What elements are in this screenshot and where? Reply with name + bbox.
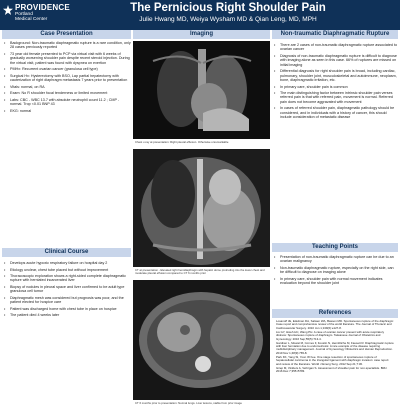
ct-coronal-caption: CT at presentation - Elevated right hemidiaphragm with hepatic dome protruding into the lower chest and moderate pleural effusion compared to CT 6 months prior (135, 268, 265, 276)
teaching-point-item: • In primary care, shoulder pain with normal movement indicates evaluation beyond the shoulder joint (280, 277, 398, 286)
teaching-point-item: • Presentation of non-traumatic diaphragmatic rupture can be due to an ovarian malignancy (280, 255, 398, 264)
clinical-course-section (2, 259, 131, 399)
reference-item: Gardiner L, Mowat M, Cornes F, Foustin N, Hennbliche M, Fausett R. Diaphragmatic rupture with liver herniation due to endometriosis: A rare example of the disease requiring multidisciplinary management. Journal of Gynecology Obstetrics and Human Reproduction. 2019 Nov 1;48(9):765-8. (276, 340, 394, 355)
reference-item: Griep M, Vinklers A, Vehrigan S. Assessment of shoulder pain for non-specialists. BMJ. 2016 Dec 7;355:i5783. (276, 365, 388, 374)
rupture-list (272, 41, 398, 120)
teaching-point-item: • Non-traumatic diaphragmatic rupture, especially on the right side, can be difficult to diagnose on imaging alone (280, 266, 398, 275)
star-icon (3, 5, 13, 15)
rupture-item: • There are 2 cases of non-traumatic diaphragmatic rupture associated to ovarian cancer (280, 43, 398, 52)
clinical-course-heading: Clinical Course (2, 248, 131, 257)
ct-coronal-image (133, 149, 270, 267)
rupture-item: • In cases of referred shoulder pain, diaphragmatic pathology should be considered, and in individuals with a history of cancer, this should include consideration of metastatic disease (280, 106, 398, 119)
teaching-list (272, 254, 398, 286)
clinical-course-item: • The patient died 4 weeks later (10, 313, 131, 317)
case-presentation-item: • PMHx: Recurrent ovarian cancer (granulosa cell type) (10, 67, 131, 71)
references-heading: References (272, 309, 398, 318)
references-list (272, 320, 398, 373)
clinical-course-item: • Develops acute hypoxic respiratory failure on hospital day 2 (10, 261, 131, 265)
clinical-course-item: • Thoracoscopic exploration shows a right-sided complete diaphragmatic rupture with herniated incarcerated liver (10, 274, 131, 283)
case-presentation-list (2, 41, 131, 113)
organization-subtitle: Portland Medical Center (15, 12, 48, 23)
clinical-course-item: • Patient was discharged home with chest tube in place on hospice (10, 307, 131, 311)
teaching-heading: Teaching Points (272, 243, 398, 252)
case-presentation-item: • EKG: normal (10, 109, 131, 113)
organization-name: PROVIDENCE (15, 3, 70, 12)
clinical-course-item: • Diaphragmatic mesh was considered but prognosis was poor, and the patient elected for hospice care (10, 296, 131, 305)
teaching-section (272, 254, 398, 308)
rupture-item: • Differential diagnosis for right shoulder pain is broad, including cardiac, pulmonary, shoulder joint, musculoskeletal and autoimmune, neoplasm, bone, diaphragmatic irritation, etc. (280, 69, 398, 82)
rupture-item: • In primary care, shoulder pain is common (280, 85, 398, 89)
reference-item: Liu GY, Hsieh HC, Wang PH. A case of ovarian cancer present with acute respiratory distress: Spontaneous rupture of diaphragm. Taiwanese Journal of Obstetrics and Gynecology. 2016 Sep;55(5):713-4. (276, 329, 385, 341)
rupture-item: • Diagnosis of non-traumatic diaphragmatic rupture is difficult to diagnose with imaging alone as seen in this case. 66% of ruptures are missed on initial imaging (280, 54, 398, 67)
imaging-heading: Imaging (133, 30, 270, 39)
chest-xray-image (133, 41, 270, 139)
poster-authors: Julie Hwang MD, Weiya Wysham MD & Qian Leng, MD, MPH (139, 16, 317, 23)
organization-logo (3, 2, 77, 28)
clinical-course-list (2, 259, 131, 318)
case-presentation-heading: Case Presentation (2, 30, 131, 39)
case-presentation-item: • 73 year old female presented to PCP via virtual visit with 6 weeks of gradually worsening shoulder pain despite recent steroid injection. During the virtual visit, patient was found with dyspnea on exertion (10, 52, 131, 65)
clinical-course-item: • Etiology unclear, chest tube placed but without improvement (10, 268, 131, 272)
rupture-item: • The main distinguishing factor between intrinsic shoulder pain verses referred pain is that with referred pain, movement is normal. Referred pain does not become aggravated with movement (280, 91, 398, 104)
case-presentation-item: • Surgical Hx: Hysterectomy with BSO, Lap partial hepatectomy with cauterization of right diaphragm metastasis 7 years prior to presentation (10, 74, 131, 83)
poster-title: The Pernicious Right Shoulder Pain (130, 2, 326, 14)
ct-axial-image (133, 280, 270, 400)
clinical-course-item: • Biopsy of nodules in pleural space and liver confirmed to be adult type granulosa cell tumor (10, 285, 131, 294)
reference-item: Losanoff JE, Edelman DA, Salwen WA, Basson MD. Spontaneous rupture of the diaphragm: Case report and comprehensive review of the world literature. The Journal of Thoracic and Cardiovascular Surgery. 2010 Jun 1;139(6):e127-8. (276, 319, 394, 330)
case-presentation-item: • Labs: CBC - WBC 13.7 with absolute neutrophil count 11.2 ; CMP - normal. Trop <0.01 BNP 43 (10, 98, 131, 107)
case-presentation-item: • Exam: No R shoulder focal tenderness or limited movement (10, 91, 131, 95)
case-presentation-section (2, 41, 131, 241)
references-section (272, 320, 398, 400)
rupture-heading: Non-traumatic Diaphragmatic Rupture (272, 30, 398, 39)
xray-caption: Chest x-ray at presentation: Right pleural effusion. Otherwise unremarkable (135, 140, 229, 144)
ct-axial-caption: CT 6 months prior to presentation: Normal lungs. Liver lesions, stable from prior image (135, 401, 242, 405)
case-presentation-item: • Background: Non-traumatic diaphragmatic rupture is a rare condition, only 28 cases previously reported (10, 41, 131, 50)
poster-header (0, 0, 400, 30)
case-presentation-item: • Vitals: normal, on RA (10, 85, 131, 89)
reference-item: Park KK, Yang SI, Yoon W hee. One stage resection of spontaneous rupture of hepatocellular carcinoma in the triangular ligament with diaphragm invasion: case report and review of the literature. World J Emerg Surg. 2012 Sep 21;7:30. (276, 354, 389, 366)
rupture-section (272, 41, 398, 241)
